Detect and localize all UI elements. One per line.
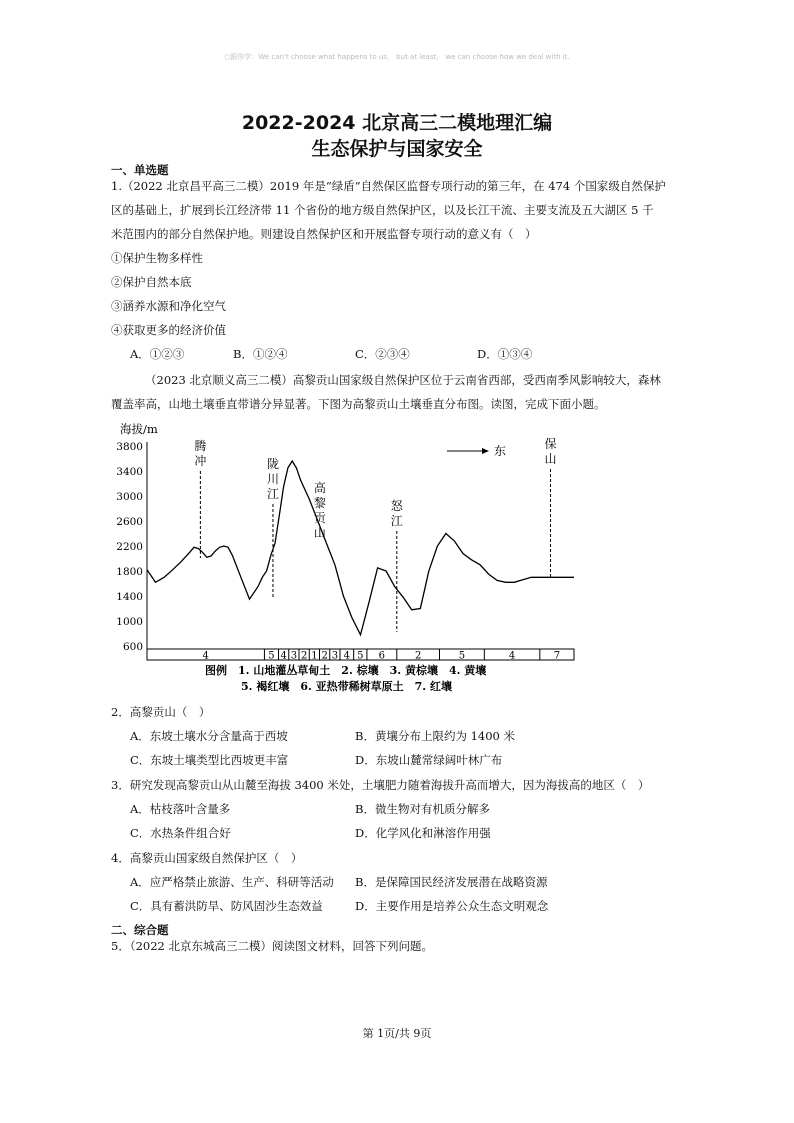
svg-text:山: 山 <box>313 526 326 540</box>
direction-label-east: 东 <box>494 444 507 458</box>
soil-profile-chart <box>110 418 590 698</box>
passage-line: （2023 北京顺义高三二模）高黎贡山国家级自然保护区位于云南省西部，受西南季风影响较大，森林 <box>145 373 661 387</box>
svg-text:腾: 腾 <box>194 439 207 453</box>
q1-line: 米范围内的部分自然保护地。则建设自然保护区和开展监督专项行动的意义有（ ） <box>111 227 537 241</box>
svg-text:山: 山 <box>544 452 557 466</box>
svg-text:冲: 冲 <box>194 454 207 468</box>
passage-line: 覆盖率高，山地土壤垂直带谱分异显著。下图为高黎贡山土壤垂直分布图。读图，完成下面小题。 <box>111 397 606 411</box>
section-heading-single-choice: 一、单选题 <box>111 163 169 177</box>
place-label <box>314 480 327 540</box>
svg-text:怒: 怒 <box>390 499 403 513</box>
soil-zone-label: 4 <box>202 650 209 662</box>
y-axis-label: 海拔/m <box>120 422 158 436</box>
svg-text:江: 江 <box>266 487 279 501</box>
q3-option-a[interactable]: A．枯枝落叶含量多 <box>130 802 231 816</box>
place-label <box>267 456 279 501</box>
terrain-profile-line <box>147 461 574 635</box>
svg-text:江: 江 <box>390 514 403 528</box>
legend-line-1: 图例 1. 山地灌丛草甸土 2. 棕壤 3. 黄棕壤 4. 黄壤 <box>205 664 487 677</box>
q1-line: 区的基础上，扩展到长江经济带 11 个省份的地方级自然保护区，以及长江干流、主要支流及五大湖区 5 千 <box>111 203 654 217</box>
svg-text:川: 川 <box>266 472 279 486</box>
y-tick-label: 1800 <box>116 566 143 578</box>
q2-option-a[interactable]: A．东坡土壤水分含量高于西坡 <box>130 729 288 743</box>
q2-stem: 2．高黎贡山（ ） <box>111 705 211 719</box>
soil-zone-label: 3 <box>290 650 298 662</box>
q2-option-c[interactable]: C．东坡土壤类型比西坡更丰富 <box>130 753 289 767</box>
soil-zone-label: 5 <box>458 650 466 662</box>
q1-option-c[interactable]: C．②③④ <box>355 347 410 361</box>
q1-option-a[interactable]: A．①②③ <box>130 347 185 361</box>
soil-zone-label: 4 <box>280 650 287 662</box>
soil-zone-label: 2 <box>321 650 328 662</box>
soil-zone-label: 2 <box>300 650 308 662</box>
svg-text:高: 高 <box>313 481 326 495</box>
watermark: ○跟你学：We can't choose what happens to us， but at least， we can choose how we deal with it. <box>224 53 570 61</box>
soil-zone-label: 4 <box>343 650 351 662</box>
place-label <box>391 498 404 528</box>
y-tick-label: 3000 <box>116 491 143 503</box>
soil-zone-label: 4 <box>508 650 516 662</box>
legend-line-2: 5. 褐红壤 6. 亚热带稀树草原土 7. 红壤 <box>241 680 452 693</box>
soil-zone-label: 6 <box>378 650 386 662</box>
y-tick-label: 3800 <box>116 441 143 453</box>
document-subtitle: 生态保护与国家安全 <box>311 138 483 160</box>
place-label <box>194 438 206 468</box>
q5-stem: 5．（2022 北京东城高三二模）阅读图文材料，回答下列问题。 <box>111 939 433 953</box>
svg-text:陇: 陇 <box>266 457 279 471</box>
soil-zone-label: 5 <box>268 650 275 662</box>
y-tick-label: 2200 <box>116 541 143 553</box>
document-title: 2022-2024 北京高三二模地理汇编 <box>241 112 553 134</box>
q1-line: 1.（2022 北京昌平高三二模）2019 年是“绿盾”自然保区监督专项行动的第三年，在 474 个国家级自然保护 <box>111 179 666 193</box>
q3-option-d[interactable]: D．化学风化和淋溶作用强 <box>355 826 491 840</box>
q4-option-a[interactable]: A．应严格禁止旅游、生产、科研等活动 <box>130 875 334 889</box>
soil-zone-label: 3 <box>331 650 339 662</box>
y-tick-label: 2600 <box>116 516 143 528</box>
y-tick-label: 1000 <box>116 616 143 628</box>
soil-zone-label: 5 <box>357 650 364 662</box>
q2-option-d[interactable]: D．东坡山麓常绿阔叶林广布 <box>355 753 503 767</box>
q4-option-c[interactable]: C．具有蓄洪防旱、防风固沙生态效益 <box>130 899 323 913</box>
soil-zone-label: 2 <box>414 650 422 662</box>
q1-option-d[interactable]: D．①③④ <box>477 347 533 361</box>
q3-stem: 3．研究发现高黎贡山从山麓至海拔 3400 米处，土壤肥力随着海拔升高而增大，因为海拔高的地区（ ） <box>111 778 650 792</box>
q1-choice-item: ④获取更多的经济价值 <box>111 323 226 337</box>
q3-option-c[interactable]: C．水热条件组合好 <box>130 826 231 840</box>
q1-choice-item: ②保护自然本底 <box>111 275 192 289</box>
y-tick-label: 600 <box>122 641 143 653</box>
q4-stem: 4．高黎贡山国家级自然保护区（ ） <box>111 851 303 865</box>
q3-option-b[interactable]: B．微生物对有机质分解多 <box>355 802 490 816</box>
svg-text:黎: 黎 <box>313 496 326 510</box>
svg-text:贡: 贡 <box>313 511 326 525</box>
svg-text:保: 保 <box>544 437 557 451</box>
y-tick-label: 1400 <box>116 591 143 603</box>
soil-zone-label: 1 <box>311 650 318 662</box>
page-footer: 第 1页/共 9页 <box>362 1027 432 1040</box>
soil-zone-label: 7 <box>553 650 561 662</box>
q4-option-b[interactable]: B．是保障国民经济发展潜在战略资源 <box>355 875 548 889</box>
q2-option-b[interactable]: B．黄壤分布上限约为 1400 米 <box>355 729 516 743</box>
q4-option-d[interactable]: D．主要作用是培养公众生态文明观念 <box>355 899 549 913</box>
q1-choice-item: ③涵养水源和净化空气 <box>111 299 226 313</box>
q1-choice-item: ①保护生物多样性 <box>111 251 203 265</box>
section-heading-comprehensive: 二、综合题 <box>111 923 169 937</box>
place-label <box>545 437 557 466</box>
q1-option-b[interactable]: B．①②④ <box>233 347 288 361</box>
y-tick-label: 3400 <box>116 466 143 478</box>
